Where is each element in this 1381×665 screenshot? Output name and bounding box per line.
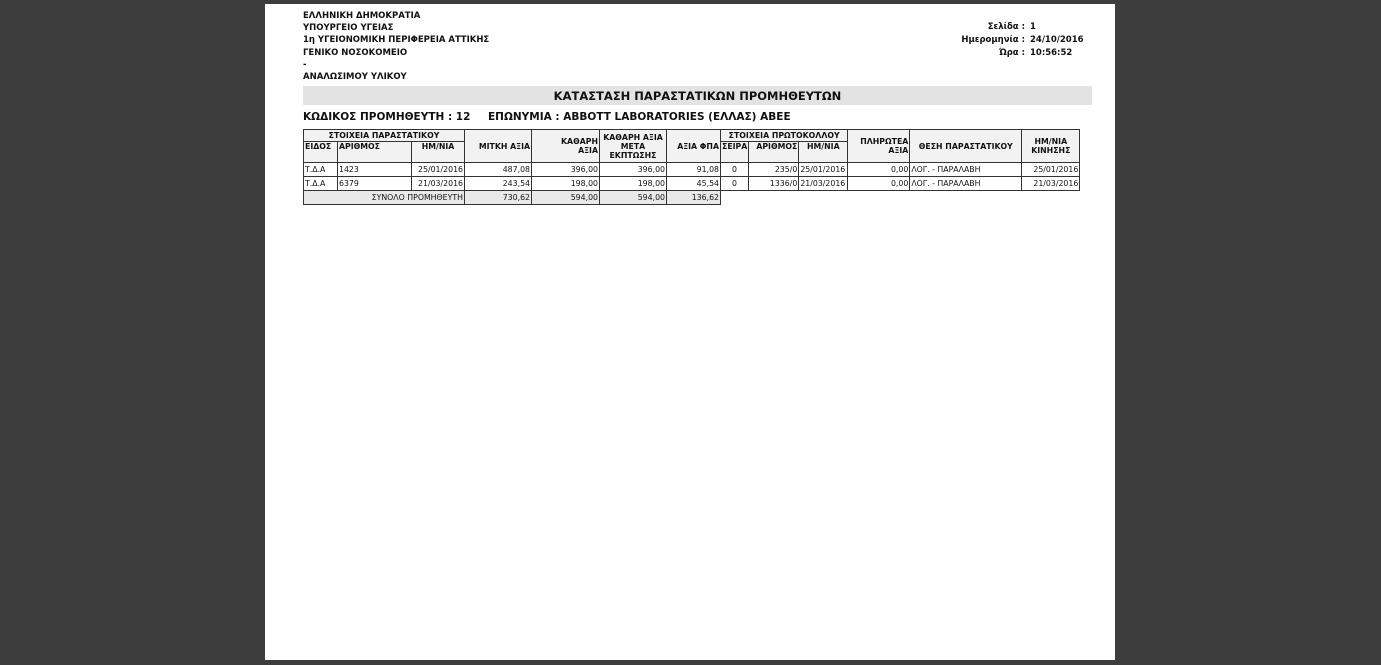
total-net: 594,00 bbox=[532, 191, 600, 205]
total-vat: 136,62 bbox=[667, 191, 721, 205]
cell-net: 198,00 bbox=[532, 177, 600, 191]
table-row bbox=[304, 177, 1080, 191]
cell-number: 6379 bbox=[338, 177, 412, 191]
org-line: ΑΝΑΛΩΣΙΜΟΥ ΥΛΙΚΟΥ bbox=[303, 72, 407, 83]
report-meta bbox=[945, 21, 1084, 60]
org-line: ΕΛΛΗΝΙΚΗ ΔΗΜΟΚΡΑΤΙΑ bbox=[303, 11, 421, 21]
total-row bbox=[304, 191, 1080, 205]
header-paid-line: ΠΛΗΡΩΤΕΑ bbox=[860, 137, 909, 146]
header-vat: ΑΞΙΑ ΦΠΑ bbox=[667, 130, 721, 163]
header-net-line: ΑΞΙΑ bbox=[578, 146, 598, 155]
cell-date: 21/03/2016 bbox=[412, 177, 465, 191]
header-group-document: ΣΤΟΙΧΕΙΑ ΠΑΡΑΣΤΑΤΙΚΟΥ bbox=[304, 130, 465, 142]
header-netdisc-line: ΕΚΠΤΩΣΗΣ bbox=[609, 150, 657, 160]
header-net-line: ΚΑΘΑΡΗ bbox=[561, 137, 598, 146]
cell-protocol-number: 235/0 bbox=[749, 163, 799, 177]
supplier-name: ΕΠΩΝΥΜΙΑ : ABBOTT LABORATORIES (ΕΛΛΑΣ) ΑΒΕΕ bbox=[488, 111, 791, 123]
cell-type: Τ.Δ.Α bbox=[304, 163, 338, 177]
cell-paid: 0,00 bbox=[848, 177, 910, 191]
cell-move-date: 21/03/2016 bbox=[1022, 177, 1080, 191]
total-label: ΣΥΝΟΛΟ ΠΡΟΜΗΘΕΥΤΗ bbox=[304, 191, 465, 205]
header-move-line: ΗΜ/ΝΙΑ bbox=[1034, 137, 1068, 146]
cell-position: ΛΟΓ. - ΠΑΡΑΛΑΒΗ bbox=[910, 163, 1022, 177]
cell-protocol-date: 21/03/2016 bbox=[799, 177, 848, 191]
cell-net: 396,00 bbox=[532, 163, 600, 177]
cell-type: Τ.Δ.Α bbox=[304, 177, 338, 191]
header-number: ΑΡΙΘΜΟΣ bbox=[338, 142, 412, 163]
report-title-text: ΚΑΤΑΣΤΑΣΗ ΠΑΡΑΣΤΑΤΙΚΩΝ ΠΡΟΜΗΘΕΥΤΩΝ bbox=[553, 88, 842, 103]
header-series: ΣΕΙΡΑ bbox=[721, 142, 749, 163]
organization-header bbox=[303, 10, 489, 83]
cell-vat: 45,54 bbox=[667, 177, 721, 191]
org-line: ΥΠΟΥΡΓΕΙΟ ΥΓΕΙΑΣ bbox=[303, 23, 394, 34]
cell-net-after-discount: 396,00 bbox=[600, 163, 667, 177]
cell-protocol-number: 1336/0 bbox=[749, 177, 799, 191]
header-protocol-number: ΑΡΙΘΜΟΣ bbox=[749, 142, 799, 163]
cell-protocol-date: 25/01/2016 bbox=[799, 163, 848, 177]
report-page bbox=[265, 4, 1115, 660]
cell-series: 0 bbox=[721, 163, 749, 177]
cell-gross: 243,54 bbox=[465, 177, 532, 191]
page-number: 1 bbox=[1030, 22, 1036, 32]
header-gross: ΜΙΤΚΗ ΑΞΙΑ bbox=[465, 130, 532, 163]
cell-net-after-discount: 198,00 bbox=[600, 177, 667, 191]
header-position: ΘΕΣΗ ΠΑΡΑΣΤΑΤΙΚΟΥ bbox=[910, 130, 1022, 163]
table-row bbox=[304, 163, 1080, 177]
report-time: 10:56:52 bbox=[1030, 48, 1073, 58]
supplier-code: ΚΩΔΙΚΟΣ ΠΡΟΜΗΘΕΥΤΗ : 12 bbox=[303, 111, 471, 123]
cell-position: ΛΟΓ. - ΠΑΡΑΛΑΒΗ bbox=[910, 177, 1022, 191]
report-date: 24/10/2016 bbox=[1030, 35, 1084, 45]
total-row-empty bbox=[721, 191, 1080, 205]
header-paid-line: ΑΞΙΑ bbox=[888, 146, 909, 155]
header-net bbox=[532, 130, 600, 163]
page-label: Σελίδα : bbox=[987, 22, 1025, 32]
header-paid bbox=[848, 130, 910, 163]
cell-vat: 91,08 bbox=[667, 163, 721, 177]
header-move-date bbox=[1022, 130, 1080, 163]
time-label: Ώρα : bbox=[999, 48, 1025, 58]
cell-move-date: 25/01/2016 bbox=[1022, 163, 1080, 177]
total-gross: 730,62 bbox=[465, 191, 532, 205]
date-label: Ημερομηνία : bbox=[961, 35, 1025, 45]
header-move-line: ΚΙΝΗΣΗΣ bbox=[1031, 146, 1071, 155]
header-net-after-discount bbox=[600, 130, 667, 163]
header-netdisc-line: ΚΑΘΑΡΗ ΑΞΙΑ bbox=[603, 132, 663, 142]
org-line: 1η ΥΓΕΙΟΝΟΜΙΚΗ ΠΕΡΙΦΕΡΕΙΑ ΑΤΤΙΚΗΣ bbox=[303, 35, 490, 46]
cell-number: 1423 bbox=[338, 163, 412, 177]
header-protocol-date: ΗΜ/ΝΙΑ bbox=[799, 142, 848, 163]
org-line: - bbox=[303, 59, 307, 70]
header-type: ΕΙΔΟΣ bbox=[304, 142, 338, 163]
cell-gross: 487,08 bbox=[465, 163, 532, 177]
org-line: ΓΕΝΙΚΟ ΝΟΣΟΚΟΜΕΙΟ bbox=[303, 47, 408, 58]
cell-date: 25/01/2016 bbox=[412, 163, 465, 177]
total-net-after-discount: 594,00 bbox=[600, 191, 667, 205]
report-title bbox=[303, 86, 1092, 105]
header-date: ΗΜ/ΝΙΑ bbox=[412, 142, 465, 163]
cell-series: 0 bbox=[721, 177, 749, 191]
cell-paid: 0,00 bbox=[848, 163, 910, 177]
header-netdisc-line: ΜΕΤΑ bbox=[620, 141, 646, 151]
header-group-protocol: ΣΤΟΙΧΕΙΑ ΠΡΩΤΟΚΟΛΛΟΥ bbox=[721, 130, 848, 142]
documents-table bbox=[303, 129, 1080, 205]
